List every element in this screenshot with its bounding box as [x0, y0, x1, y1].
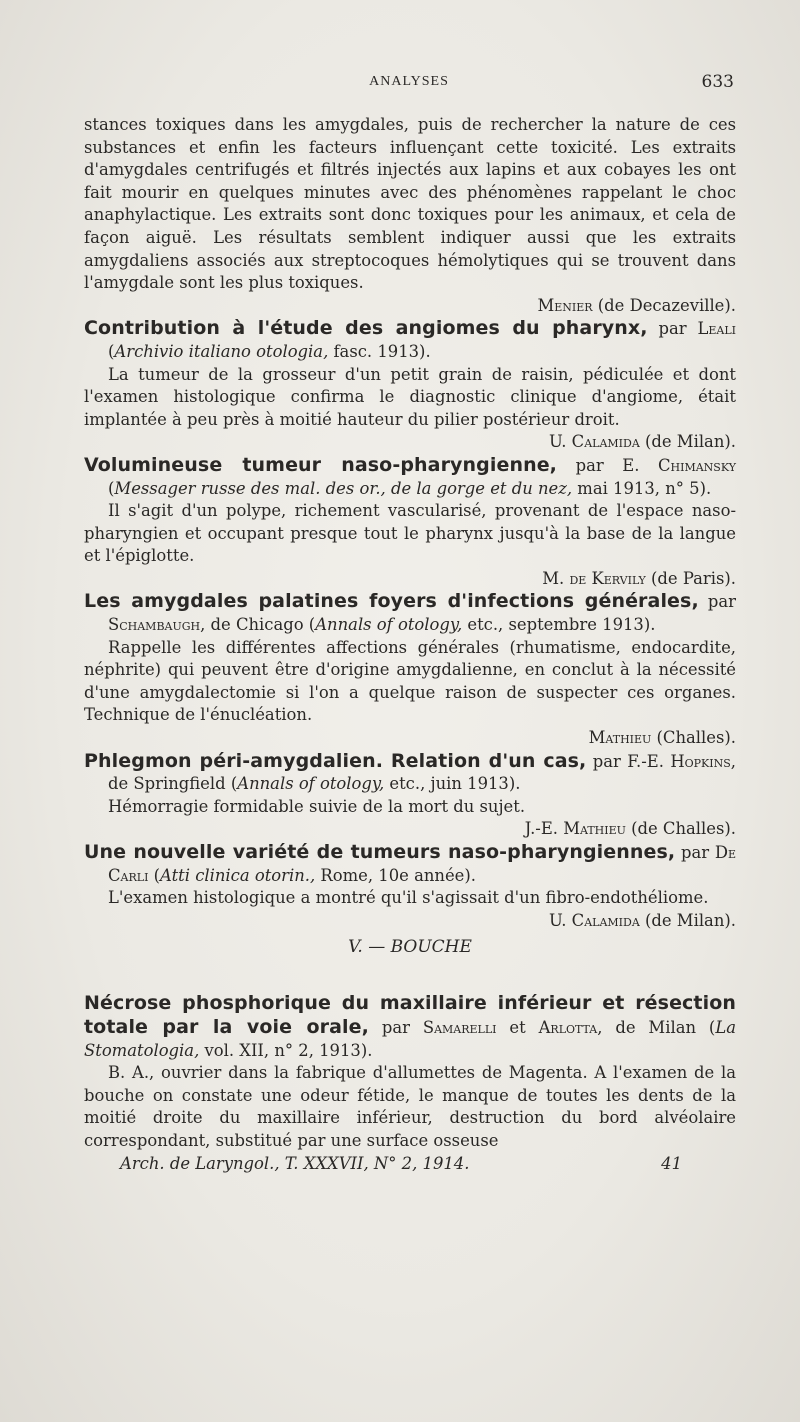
running-title: ANALYSES — [369, 74, 449, 89]
footer-citation: Arch. de Laryngol., T. XXXVII, N° 2, 1914. — [120, 1153, 470, 1173]
article-signature: M. de Kervily (de Paris). — [542, 568, 736, 588]
article-signature: U. Calamida (de Milan). — [548, 432, 736, 452]
article-heading: Les amygdales palatines foyers d'infections générales, par Schambaugh, de Chicago (Annals of otology, etc., septembre 1913). — [84, 590, 736, 635]
author-name: Hopkins — [670, 751, 731, 771]
article-title: Les amygdales palatines foyers d'infections générales, — [84, 590, 699, 613]
article-signature: J.-E. Mathieu (de Challes). — [524, 819, 736, 839]
journal-name: Messager russe des mal. des or., de la gorge et du nez, — [114, 478, 573, 498]
article-body: Hémorragie formidable suivie de la mort du sujet. — [108, 796, 526, 816]
article-heading: Une nouvelle variété de tumeurs naso-pharyngiennes, par De Carli (Atti clinica otorin., Rome, 10e année). — [84, 841, 736, 885]
journal-name: Annals of otology, — [237, 774, 385, 794]
article-heading: Phlegmon péri-amygdalien. Relation d'un cas, par F.-E. Hopkins, de Springfield (Annals of otology, etc., juin 1913). — [84, 749, 736, 794]
article-heading: Nécrose phosphorique du maxillaire inférieur et résection totale par la voie orale, par Samarelli et Arlotta, de Milan (La Stomatologia, vol. XII, n° 2, 1913). — [84, 992, 736, 1060]
article-body: Rappelle les différentes affections générales (rhumatisme, endocardite, néphrite) qui peuvent être d'origine amygdalienne, en conclut à la nécessité d'une amygdalectomie si l'on a quelque raison de suspecter ces organes. Technique de l'énucléation. — [84, 637, 736, 725]
article-signature: Menier (de Decazeville). — [537, 295, 736, 315]
article-title: Une nouvelle variété de tumeurs naso-pharyngiennes, — [84, 841, 676, 863]
author-name: Leali — [697, 319, 736, 339]
article-body: B. A., ouvrier dans la fabrique d'allumettes de Magenta. A l'examen de la bouche on constate une odeur fétide, le manque de toutes les dents de la moitié droite du maxillaire inférieur, destruction du bord alvéolaire correspondant, substitué par une surface osseuse — [84, 1063, 736, 1150]
page-header — [84, 74, 734, 98]
journal-name: La Stomatologia, — [84, 1017, 736, 1060]
author-name: De Carli — [108, 843, 736, 885]
article-body: Il s'agit d'un polype, richement vascularisé, provenant de l'espace naso-pharyngien et occupant presque tout le pharynx jusqu'à la base de la langue et l'épiglotte. — [84, 501, 736, 566]
signature-number: 41 — [661, 1153, 682, 1173]
article-signature: Mathieu (Challes). — [588, 728, 736, 748]
page-text — [84, 114, 736, 1175]
page-footer — [84, 1153, 736, 1176]
article-title: Nécrose phosphorique du maxillaire inférieur et résection totale par la voie orale, — [84, 992, 736, 1038]
article-body: L'examen histologique a montré qu'il s'agissait d'un fibro-endothéliome. U. Calamida (de Milan). — [108, 888, 736, 930]
author-name: Chimansky — [657, 455, 737, 475]
journal-name: Annals of otology, — [315, 615, 463, 635]
article-heading: Volumineuse tumeur naso-pharyngienne, par E. Chimansky (Messager russe des mal. des or., de la gorge et du nez, mai 1913, n° 5). — [84, 453, 737, 498]
article-title: Volumineuse tumeur naso-pharyngienne, — [84, 453, 558, 476]
author-name: Arlotta — [538, 1017, 598, 1037]
page-number: 633 — [701, 72, 734, 92]
article-body: stances toxiques dans les amygdales, puis de rechercher la nature de ces substances et enfin les facteurs influençant cette toxicité. Les extraits d'amygdales centrifugés et filtrés injectés aux lapins et aux cobayes les ont fait mourir en quelques minutes avec des phénomènes rappelant le choc anaphylactique. Les extraits sont donc toxiques pour les animaux, et cela de façon aiguë. Les résultats semblent indiquer aussi que les extraits amygdaliens associés aux streptocoques hémolytiques qui se trouvent dans l'amygdale sont les plus toxiques. — [84, 115, 736, 293]
article-title: Contribution à l'étude des angiomes du pharynx, — [84, 317, 648, 340]
author-name: Samarelli — [422, 1017, 497, 1037]
article-heading: Contribution à l'étude des angiomes du pharynx, par Leali (Archivio italiano otologia, fasc. 1913). — [84, 317, 736, 361]
section-heading: V. — BOUCHE — [348, 936, 472, 957]
article-body: La tumeur de la grosseur d'un petit grain de raisin, pédiculée et dont l'examen histologique confirma le diagnostic clinique d'angiome, était implantée à peu près à moitié hauteur du pilier postérieur droit. — [84, 364, 736, 429]
journal-name: Archivio italiano otologia, — [114, 341, 329, 361]
author-name: Schambaugh — [108, 615, 201, 635]
article-title: Phlegmon péri-amygdalien. Relation d'un cas, — [84, 749, 587, 772]
journal-name: Atti clinica otorin., — [160, 865, 316, 885]
